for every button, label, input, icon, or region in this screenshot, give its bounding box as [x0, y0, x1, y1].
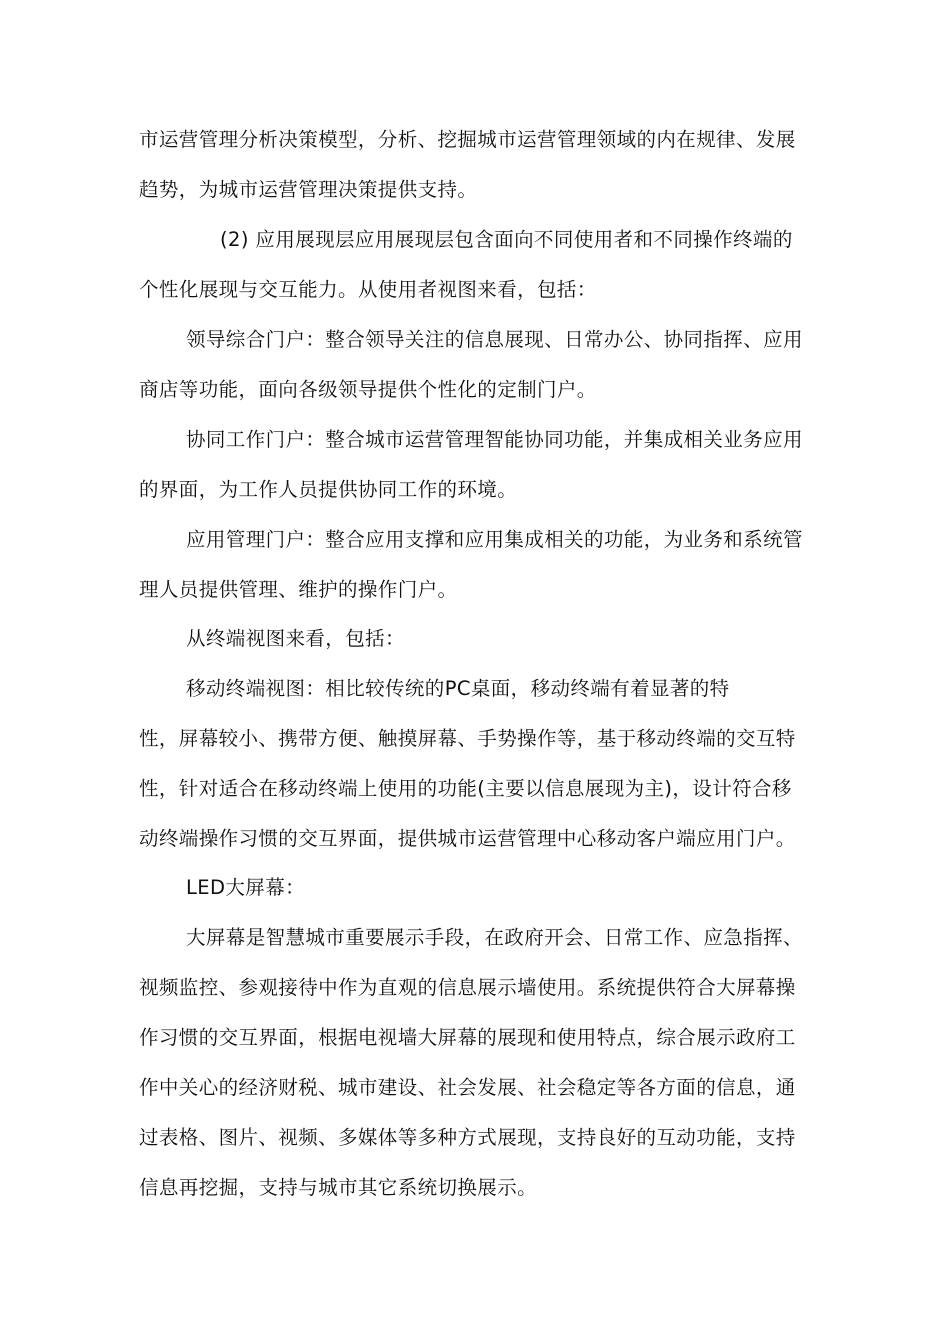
text-line: 性，针对适合在移动终端上使用的功能(主要以信息展现为主)，设计符合移: [139, 777, 792, 800]
text-line: 理人员提供管理、维护的操作门户。: [139, 578, 458, 601]
numbered-heading: (2) 应用展现层应用展现层包含面向不同使用者和不同操作终端的: [220, 228, 793, 251]
paragraph-start: 大屏幕是智慧城市重要展示手段，在政府开会、日常工作、应急指挥、: [186, 926, 803, 949]
text-line: 作中关心的经济财税、城市建设、社会发展、社会稳定等各方面的信息，通: [139, 1076, 796, 1099]
text-line: 作习惯的交互界面，根据电视墙大屏幕的展现和使用特点，综合展示政府工: [139, 1026, 796, 1049]
paragraph-start: 领导综合门户：整合领导关注的信息展现、日常办公、协同指挥、应用: [186, 328, 803, 351]
paragraph-start: 从终端视图来看，包括：: [186, 627, 405, 650]
text-line: 的界面，为工作人员提供协同工作的环境。: [139, 478, 518, 501]
text-line: 市运营管理分析决策模型，分析、挖掘城市运营管理领域的内在规律、发展: [139, 128, 796, 151]
text-line: 商店等功能，面向各级领导提供个性化的定制门户。: [139, 378, 597, 401]
text-line: 动终端操作习惯的交互界面，提供城市运营管理中心移动客户端应用门户。: [139, 827, 796, 850]
subheading: LED大屏幕：: [186, 876, 306, 899]
paragraph-start: 应用管理门户：整合应用支撑和应用集成相关的功能，为业务和系统管: [186, 528, 803, 551]
text-line: 信息再挖掘，支持与城市其它系统切换展示。: [139, 1176, 538, 1199]
paragraph-start: 移动终端视图：相比较传统的PC桌面，移动终端有着显著的特: [186, 677, 730, 700]
text-line: 过表格、图片、视频、多媒体等多种方式展现，支持良好的互动功能，支持: [139, 1126, 796, 1149]
text-line: 视频监控、参观接待中作为直观的信息展示墙使用。系统提供符合大屏幕操: [139, 976, 796, 999]
text-line: 性，屏幕较小、携带方便、触摸屏幕、手势操作等，基于移动终端的交互特: [139, 727, 796, 750]
text-line: 趋势，为城市运营管理决策提供支持。: [139, 178, 478, 201]
paragraph-start: 协同工作门户：整合城市运营管理智能协同功能，并集成相关业务应用: [186, 428, 803, 451]
text-line: 个性化展现与交互能力。从使用者视图来看，包括：: [139, 278, 597, 301]
